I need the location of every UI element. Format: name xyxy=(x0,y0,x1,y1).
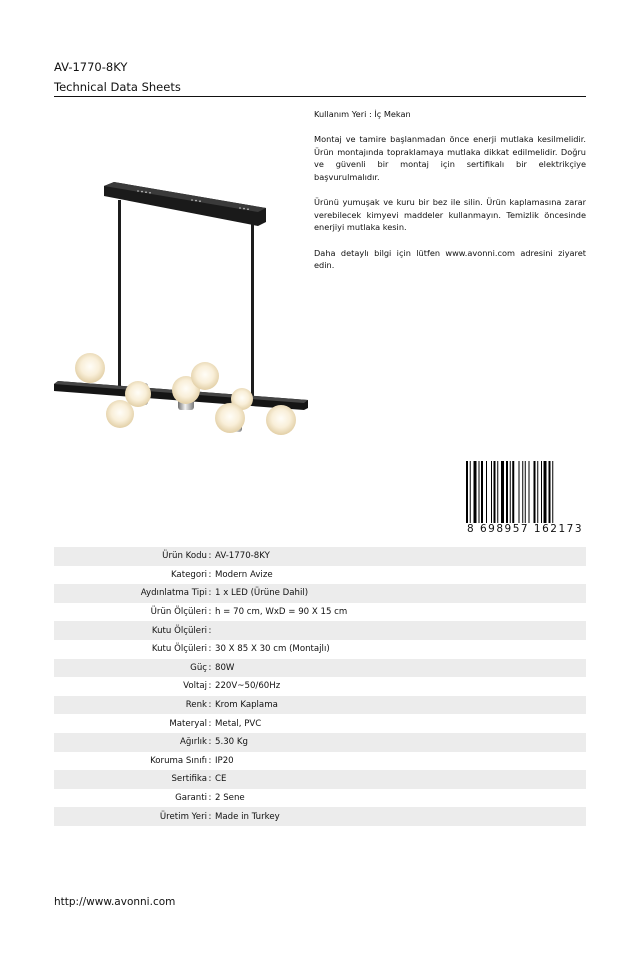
spec-row xyxy=(54,696,586,715)
barcode-bar xyxy=(512,461,514,523)
spec-separator: : xyxy=(208,718,212,729)
barcode-number: 8 698957 162173 xyxy=(466,523,584,535)
spec-separator: : xyxy=(208,607,212,618)
spec-value: 2 Sene xyxy=(215,793,245,804)
spec-value: Modern Avize xyxy=(215,569,273,580)
spec-row xyxy=(54,733,586,752)
spec-label: Renk xyxy=(185,700,207,711)
spec-value: 1 x LED (Ürüne Dahil) xyxy=(215,588,309,599)
cleaning-paragraph: Ürünü yumuşak ve kuru bir bez ile silin. Ürün kaplamasına zarar verebilecek kimyevi maddeler kullanmayın. Temizlik öncesinde enerjiyi mutlaka kesin. xyxy=(314,197,586,233)
barcode-bar xyxy=(466,461,468,523)
spec-separator: : xyxy=(208,681,212,692)
spec-label: Ürün Kodu xyxy=(162,551,207,562)
spec-label: Kategori xyxy=(170,569,207,580)
barcode-bar xyxy=(474,461,477,523)
spec-row xyxy=(54,789,586,808)
spec-label: Üretim Yeri xyxy=(159,811,207,822)
spec-value: 5.30 Kg xyxy=(215,737,248,748)
barcode-bar xyxy=(479,461,480,523)
spec-value: h = 70 cm, WxD = 90 X 15 cm xyxy=(215,607,348,618)
usage-location: Kullanım Yeri : İç Mekan xyxy=(314,109,411,119)
spec-separator: : xyxy=(208,644,212,655)
spec-row xyxy=(54,807,586,826)
spec-row xyxy=(54,677,586,696)
spec-label: Garanti xyxy=(175,793,207,804)
spec-value: 80W xyxy=(215,662,235,673)
barcode-bar xyxy=(552,461,553,523)
barcode-bar xyxy=(501,461,504,523)
barcode-bar xyxy=(541,461,542,523)
barcode-bar xyxy=(544,461,547,523)
header-divider xyxy=(54,96,586,97)
spec-row xyxy=(54,603,586,622)
barcode-bar xyxy=(534,461,536,523)
spec-separator: : xyxy=(208,625,212,636)
barcode-bar xyxy=(529,461,530,523)
spec-row xyxy=(54,770,586,789)
barcode-bar xyxy=(522,461,523,523)
barcode-bar xyxy=(537,461,538,523)
footer-url: http://www.avonni.com xyxy=(54,896,176,908)
barcode-bar xyxy=(519,461,520,523)
spec-separator: : xyxy=(208,774,212,785)
spec-separator: : xyxy=(208,588,212,599)
spec-label: Voltaj xyxy=(183,681,207,692)
spec-row xyxy=(54,621,586,640)
barcode-bar xyxy=(497,461,498,523)
spec-row xyxy=(54,659,586,678)
spec-row xyxy=(54,547,586,566)
spec-separator: : xyxy=(208,793,212,804)
spec-separator: : xyxy=(208,737,212,748)
spec-value: CE xyxy=(215,774,227,785)
spec-row xyxy=(54,584,586,603)
barcode-bar xyxy=(491,461,492,523)
spec-value: AV-1770-8KY xyxy=(215,551,270,562)
spec-row xyxy=(54,566,586,585)
spec-row xyxy=(54,752,586,771)
spec-label: Sertifika xyxy=(171,774,207,785)
spec-value: Metal, PVC xyxy=(215,718,262,729)
spec-label: Güç xyxy=(190,662,207,673)
document-subtitle: Technical Data Sheets xyxy=(54,80,181,94)
barcode-bar xyxy=(486,461,487,523)
website-paragraph: Daha detaylı bilgi için lütfen www.avonni.com adresini ziyaret edin. xyxy=(314,247,586,271)
spec-separator: : xyxy=(208,569,212,580)
spec-row xyxy=(54,714,586,733)
spec-value: Krom Kaplama xyxy=(215,700,278,711)
safety-paragraph: Montaj ve tamire başlanmadan önce enerji mutlaka kesilmelidir. Ürün montajında topraklamaya mutlaka dikkat edilmelidir. Doğru ve güvenli bir montaj için sertifikalı bir elektrikçiye başvurulmalıdır. xyxy=(314,134,586,182)
barcode-bar xyxy=(525,461,526,523)
barcode-bar xyxy=(470,461,471,523)
spec-label: Aydınlatma Tipi xyxy=(140,588,207,599)
spec-value: Made in Turkey xyxy=(215,811,280,822)
spec-value: 220V~50/60Hz xyxy=(215,681,281,692)
chandelier-photo xyxy=(54,178,312,440)
spec-label: Ürün Ölçüleri xyxy=(150,607,207,618)
spec-separator: : xyxy=(208,551,212,562)
spec-value: 30 X 85 X 30 cm (Montajlı) xyxy=(215,644,330,655)
barcode-bar xyxy=(481,461,483,523)
spec-label: Ağırlık xyxy=(179,737,207,748)
barcode-bar xyxy=(494,461,496,523)
spec-label: Kutu Ölçüleri xyxy=(151,644,207,655)
barcode-bars xyxy=(466,461,584,523)
spec-separator: : xyxy=(208,755,212,766)
spec-separator: : xyxy=(208,700,212,711)
barcode-bar xyxy=(506,461,508,523)
barcode xyxy=(466,461,584,537)
spec-separator: : xyxy=(208,662,212,673)
spec-table xyxy=(54,547,586,826)
spec-label: Kutu Ölçüleri xyxy=(151,625,207,636)
spec-label: Materyal xyxy=(169,718,207,729)
spec-separator: : xyxy=(208,811,212,822)
spec-label: Koruma Sınıfı xyxy=(150,755,207,766)
spec-value: IP20 xyxy=(215,755,234,766)
product-info-text xyxy=(314,108,586,284)
product-code-title: AV-1770-8KY xyxy=(54,60,128,74)
barcode-bar xyxy=(510,461,511,523)
spec-row xyxy=(54,640,586,659)
barcode-bar xyxy=(549,461,551,523)
